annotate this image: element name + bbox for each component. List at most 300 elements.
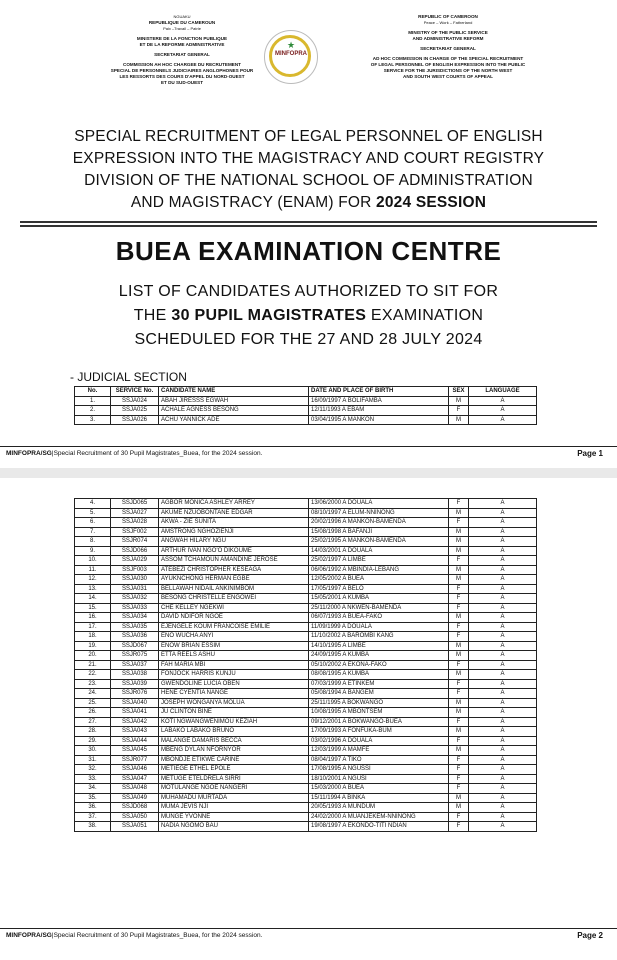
- cell-sex: M: [449, 565, 469, 575]
- header-left-motto-top: NGUAKU: [173, 14, 191, 19]
- cell-service-no: SSJA025: [111, 406, 159, 416]
- cell-no: 20.: [75, 651, 111, 661]
- cell-no: 1.: [75, 396, 111, 406]
- cell-sex: M: [449, 396, 469, 406]
- header-right-commission: SERVICE FOR THE JURISDICTIONS OF THE NORTH WEST: [383, 68, 513, 73]
- table-row: [75, 679, 537, 689]
- col-header-language: LANGUAGE: [469, 387, 537, 397]
- cell-birth: 15/08/1998 A BAFANJI: [309, 527, 449, 537]
- table-row: [75, 708, 537, 718]
- cell-sex: F: [449, 518, 469, 528]
- cell-name: EJENGELE KOUM FRANCOISE EMILIE: [159, 622, 309, 632]
- cell-birth: 14/10/1995 A LIMBE: [309, 641, 449, 651]
- candidates-table-page-1: [74, 386, 537, 425]
- cell-no: 17.: [75, 622, 111, 632]
- header-right-country: REPUBLIC OF CAMEROON: [418, 14, 478, 19]
- cell-no: 30.: [75, 746, 111, 756]
- col-header-name: CANDIDATE NAME: [159, 387, 309, 397]
- cell-name: METIEGE ETHEL EPOLE: [159, 765, 309, 775]
- table-row: [75, 508, 537, 518]
- table-row: [75, 641, 537, 651]
- page-footer: [0, 446, 617, 458]
- cell-name: BELLAWAH NIDAIL ANKINIMBOM: [159, 584, 309, 594]
- cell-sex: M: [449, 727, 469, 737]
- document-page-1: [0, 0, 617, 468]
- cell-name: JOSEPH WONGANYA MOLUA: [159, 698, 309, 708]
- cell-sex: M: [449, 746, 469, 756]
- cell-no: 37.: [75, 812, 111, 822]
- cell-service-no: SSJD066: [111, 546, 159, 556]
- cell-sex: M: [449, 651, 469, 661]
- cell-service-no: SSJA041: [111, 708, 159, 718]
- cell-no: 5.: [75, 508, 111, 518]
- cell-name: MALANGE DAMARIS BECCA: [159, 736, 309, 746]
- cell-birth: 20/05/1993 A MUNDUM: [309, 803, 449, 813]
- cell-language: A: [469, 641, 537, 651]
- table-row: [75, 415, 537, 425]
- cell-no: 11.: [75, 565, 111, 575]
- cell-language: A: [469, 803, 537, 813]
- cell-birth: 13/06/2000 A DOUALA: [309, 499, 449, 509]
- header-left-country: REPUBLIQUE DU CAMEROUN: [148, 20, 216, 25]
- cell-birth: 10/08/1995 A MBONTSEM: [309, 708, 449, 718]
- cell-name: ENO WUCHA ANYI: [159, 632, 309, 642]
- cell-no: 15.: [75, 603, 111, 613]
- cell-no: 25.: [75, 698, 111, 708]
- cell-service-no: SSJA051: [111, 822, 159, 832]
- cell-birth: 07/03/1999 A ETINKEM: [309, 679, 449, 689]
- cell-sex: M: [449, 508, 469, 518]
- cell-service-no: SSJA037: [111, 660, 159, 670]
- cell-name: ETTA REELS ASHU: [159, 651, 309, 661]
- cell-name: MOTULANGE NGOE NANGERI: [159, 784, 309, 794]
- cell-sex: F: [449, 679, 469, 689]
- cell-no: 29.: [75, 736, 111, 746]
- table-row: [75, 565, 537, 575]
- list-line: LIST OF CANDIDATES AUTHORIZED TO SIT FOR: [118, 283, 499, 300]
- cell-birth: 15/05/2001 A KUMBA: [309, 594, 449, 604]
- cell-name: MBENG DYLAN NFORNYOR: [159, 746, 309, 756]
- cell-birth: 25/11/1995 A BOKWANGO: [309, 698, 449, 708]
- table-row: [75, 603, 537, 613]
- table-row: [75, 755, 537, 765]
- table-row: [75, 632, 537, 642]
- list-line2-pre: THE: [133, 307, 172, 324]
- header-left-motto: Paix –Travail – Patrie: [163, 26, 201, 31]
- cell-no: 19.: [75, 641, 111, 651]
- cell-service-no: SSJA031: [111, 584, 159, 594]
- table-row: [75, 651, 537, 661]
- cell-sex: M: [449, 575, 469, 585]
- cell-language: A: [469, 556, 537, 566]
- cell-no: 26.: [75, 708, 111, 718]
- table-row: [75, 622, 537, 632]
- cell-service-no: SSJD065: [111, 499, 159, 509]
- cell-sex: M: [449, 546, 469, 556]
- cell-no: 23.: [75, 679, 111, 689]
- cell-birth: 11/10/2002 A BAROMBI KANG: [309, 632, 449, 642]
- cell-service-no: SSJA034: [111, 613, 159, 623]
- cell-service-no: SSJA024: [111, 396, 159, 406]
- cell-name: CHE KELLEY NGEKWI: [159, 603, 309, 613]
- cell-birth: 25/02/1995 A MANKON-BAMENDA: [309, 537, 449, 547]
- cell-no: 35.: [75, 793, 111, 803]
- cell-name: AKUME NZUOBONTANE EDGAR: [159, 508, 309, 518]
- cell-name: FAH MARIA MBI: [159, 660, 309, 670]
- table-header-row: [75, 387, 537, 397]
- table-row: [75, 518, 537, 528]
- cell-name: DAVID NDIFOR NGOE: [159, 613, 309, 623]
- page-number: Page 1: [577, 449, 603, 458]
- col-header-sex: SEX: [449, 387, 469, 397]
- cell-sex: F: [449, 603, 469, 613]
- table-row: [75, 396, 537, 406]
- cell-birth: 24/02/2000 A MUANJEKEM-NNINONG: [309, 812, 449, 822]
- cell-sex: F: [449, 717, 469, 727]
- header-right-commission: AND SOUTH WEST COURTS OF APPEAL: [403, 74, 493, 79]
- cell-service-no: SSJA033: [111, 603, 159, 613]
- cell-sex: M: [449, 537, 469, 547]
- cell-name: AKWA - ZIE SUNITA: [159, 518, 309, 528]
- footer-description: |Special Recruitment of 30 Pupil Magistrates_Buea, for the 2024 session.: [51, 450, 263, 457]
- cell-no: 10.: [75, 556, 111, 566]
- cell-service-no: SSJA047: [111, 774, 159, 784]
- page-number: Page 2: [577, 931, 603, 940]
- col-header-birth: DATE AND PLACE OF BIRTH: [309, 387, 449, 397]
- cell-language: A: [469, 812, 537, 822]
- cell-birth: 03/02/1996 A DOUALA: [309, 736, 449, 746]
- cell-birth: 09/12/2001 A BOKWANGO-BUEA: [309, 717, 449, 727]
- cell-name: ABAH JIRESSS EGWAH: [159, 396, 309, 406]
- header-right-ministry: MINISTRY OF THE PUBLIC SERVICE: [408, 30, 488, 35]
- cell-sex: F: [449, 755, 469, 765]
- cell-service-no: SSJA039: [111, 679, 159, 689]
- cell-sex: M: [449, 793, 469, 803]
- cell-service-no: SSJA030: [111, 575, 159, 585]
- footer-text: [6, 932, 262, 939]
- cell-language: A: [469, 499, 537, 509]
- cell-language: A: [469, 765, 537, 775]
- cell-name: METUGE ETELDRELA SIRRI: [159, 774, 309, 784]
- cell-language: A: [469, 396, 537, 406]
- title-line: [40, 192, 577, 214]
- cell-language: A: [469, 755, 537, 765]
- table-row: [75, 537, 537, 547]
- cell-language: A: [469, 727, 537, 737]
- table-row: [75, 689, 537, 699]
- cell-name: FONJOCK HARRIS KUNJU: [159, 670, 309, 680]
- cell-birth: 15/11/1994 A BINKA: [309, 793, 449, 803]
- cell-birth: 12/05/2002 A BUEA: [309, 575, 449, 585]
- cell-name: KOTI NGWANGWENIMOU KEZIAH: [159, 717, 309, 727]
- cell-name: ATEBEZI CHRISTOPHER KESEAGA: [159, 565, 309, 575]
- cell-service-no: SSJF002: [111, 527, 159, 537]
- header-right-ministry: AND ADMINISTRATIVE REFORM: [412, 36, 484, 41]
- cell-service-no: SSJA029: [111, 556, 159, 566]
- cell-sex: F: [449, 406, 469, 416]
- cell-name: ASSOM TCHAMOUN AMANDINE JEROSE: [159, 556, 309, 566]
- cell-no: 22.: [75, 670, 111, 680]
- cell-no: 32.: [75, 765, 111, 775]
- cell-birth: 08/04/1997 A TIKO: [309, 755, 449, 765]
- table-row: [75, 774, 537, 784]
- cell-no: 13.: [75, 584, 111, 594]
- cell-sex: M: [449, 698, 469, 708]
- cell-service-no: SSJA035: [111, 622, 159, 632]
- cell-birth: 18/10/2001 A NGUSI: [309, 774, 449, 784]
- header-right-secretariat: SECRETARIAT GENERAL: [420, 46, 476, 51]
- cell-service-no: SSJD068: [111, 803, 159, 813]
- cell-no: 3.: [75, 415, 111, 425]
- cell-language: A: [469, 708, 537, 718]
- cell-birth: 19/08/1997 A EKONDO-TITI NDIAN: [309, 822, 449, 832]
- cell-birth: 20/02/1996 A MANKON-BAMENDA: [309, 518, 449, 528]
- cell-name: MUMA JEVIS NJI: [159, 803, 309, 813]
- cell-language: A: [469, 565, 537, 575]
- footer-text: [6, 450, 262, 457]
- cell-sex: F: [449, 689, 469, 699]
- table-row: [75, 406, 537, 416]
- cell-no: 31.: [75, 755, 111, 765]
- cell-language: A: [469, 613, 537, 623]
- cell-birth: 17/09/1993 A FONFUKA-BUM: [309, 727, 449, 737]
- cell-birth: 17/05/1997 A BELO: [309, 584, 449, 594]
- cell-language: A: [469, 537, 537, 547]
- cell-sex: M: [449, 803, 469, 813]
- cell-service-no: SSJA028: [111, 518, 159, 528]
- cell-language: A: [469, 415, 537, 425]
- cell-name: NADIA NGOMO BAU: [159, 822, 309, 832]
- cell-sex: F: [449, 736, 469, 746]
- cell-language: A: [469, 774, 537, 784]
- cell-sex: F: [449, 584, 469, 594]
- cell-no: 28.: [75, 727, 111, 737]
- cell-name: ARTHUR IVAN NGO'O DIKOUME: [159, 546, 309, 556]
- cell-sex: F: [449, 765, 469, 775]
- cell-sex: F: [449, 556, 469, 566]
- cell-name: BESONG CHRISTELLE ENGOWEI: [159, 594, 309, 604]
- cell-sex: F: [449, 632, 469, 642]
- cell-no: 24.: [75, 689, 111, 699]
- header-left-secretariat: SECRETARIAT GENERAL: [154, 52, 210, 57]
- cell-service-no: SSJD067: [111, 641, 159, 651]
- cell-birth: 15/03/2000 A BUEA: [309, 784, 449, 794]
- cell-service-no: SSJA032: [111, 594, 159, 604]
- cell-language: A: [469, 784, 537, 794]
- cell-no: 12.: [75, 575, 111, 585]
- cell-no: 4.: [75, 499, 111, 509]
- cell-no: 7.: [75, 527, 111, 537]
- cell-service-no: SSJR076: [111, 689, 159, 699]
- cell-sex: M: [449, 641, 469, 651]
- table-row: [75, 556, 537, 566]
- cell-service-no: SSJR077: [111, 755, 159, 765]
- cell-sex: F: [449, 499, 469, 509]
- cell-no: 16.: [75, 613, 111, 623]
- title-line: SPECIAL RECRUITMENT OF LEGAL PERSONNEL OF ENGLISH: [74, 128, 543, 145]
- table-row: [75, 575, 537, 585]
- cell-service-no: SSJA043: [111, 727, 159, 737]
- cell-language: A: [469, 679, 537, 689]
- candidates-table-page-2: [74, 498, 537, 832]
- table-row: [75, 660, 537, 670]
- document-page-2: [0, 478, 617, 960]
- cell-sex: F: [449, 594, 469, 604]
- list-heading: [40, 280, 577, 352]
- table-row: [75, 499, 537, 509]
- table-row: [75, 613, 537, 623]
- cell-language: A: [469, 406, 537, 416]
- cell-sex: F: [449, 774, 469, 784]
- cell-name: HENE CYENTIA NANGE: [159, 689, 309, 699]
- cell-language: A: [469, 594, 537, 604]
- cell-sex: F: [449, 784, 469, 794]
- cell-sex: M: [449, 613, 469, 623]
- cell-birth: 11/09/1999 A DOUALA: [309, 622, 449, 632]
- cell-service-no: SSJA044: [111, 736, 159, 746]
- header-right-commission: AD HOC COMMISSION IN CHARGE OF THE SPECIAL RECRUITMENT: [372, 56, 524, 61]
- cell-birth: 25/11/2000 A NKWEN-BAMENDA: [309, 603, 449, 613]
- cell-birth: 25/02/1997 A LIMBE: [309, 556, 449, 566]
- cell-no: 6.: [75, 518, 111, 528]
- cell-birth: 14/03/2001 A DOUALA: [309, 546, 449, 556]
- cell-name: GWENDOLINE LUCIA OBEN: [159, 679, 309, 689]
- cell-birth: 17/08/1995 A NGUSSI: [309, 765, 449, 775]
- cell-language: A: [469, 670, 537, 680]
- cell-language: A: [469, 717, 537, 727]
- header-left-commission: ET DU SUD-OUEST: [160, 80, 204, 85]
- table-row: [75, 793, 537, 803]
- cell-no: 34.: [75, 784, 111, 794]
- document-title: [40, 126, 577, 214]
- cell-birth: 12/03/1999 A MAMFE: [309, 746, 449, 756]
- cell-name: MUHAMADU MURTADA: [159, 793, 309, 803]
- header-right-english: [338, 14, 558, 80]
- cell-no: 8.: [75, 537, 111, 547]
- cell-no: 27.: [75, 717, 111, 727]
- cell-service-no: SSJA038: [111, 670, 159, 680]
- table-row: [75, 594, 537, 604]
- cell-name: ACHU YANNICK ADE: [159, 415, 309, 425]
- cell-no: 2.: [75, 406, 111, 416]
- table-row: [75, 736, 537, 746]
- footer-org: MINFOPRA/SG: [6, 932, 52, 939]
- cell-birth: 08/08/1995 A KUMBA: [309, 670, 449, 680]
- cell-language: A: [469, 518, 537, 528]
- table-row: [75, 765, 537, 775]
- table-row: [75, 527, 537, 537]
- cell-language: A: [469, 822, 537, 832]
- header-left-commission: COMMISSION AH HOC CHARGEE DU RECRUTEMENT: [123, 62, 241, 67]
- cell-language: A: [469, 746, 537, 756]
- table-row: [75, 812, 537, 822]
- cell-no: 38.: [75, 822, 111, 832]
- table-row: [75, 803, 537, 813]
- cell-birth: 06/07/1993 A BUEA-FAKO: [309, 613, 449, 623]
- footer-description: |Special Recruitment of 30 Pupil Magistrates_Buea, for the 2024 session.: [51, 932, 263, 939]
- cell-name: JU CLINTON BINE: [159, 708, 309, 718]
- title-line: EXPRESSION INTO THE MAGISTRACY AND COURT REGISTRY: [72, 150, 545, 167]
- cell-sex: M: [449, 708, 469, 718]
- cell-sex: M: [449, 670, 469, 680]
- page-footer: [0, 928, 617, 940]
- cell-no: 18.: [75, 632, 111, 642]
- title-session: 2024 SESSION: [376, 194, 487, 211]
- table-row: [75, 717, 537, 727]
- cell-sex: F: [449, 822, 469, 832]
- table-row: [75, 784, 537, 794]
- cell-birth: 06/06/1992 A MBINDIA-LEBANG: [309, 565, 449, 575]
- cell-no: 21.: [75, 660, 111, 670]
- header-left-commission: SPECIAL DE PERSONNELS JUDICIAIRES ANGLOPHONES POUR: [110, 68, 254, 73]
- cell-birth: 08/10/1997 A ELUM-NNINONG: [309, 508, 449, 518]
- col-header-no: No.: [75, 387, 111, 397]
- cell-name: AGBOR MONICA ASHLEY ARREY: [159, 499, 309, 509]
- cell-service-no: SSJA027: [111, 508, 159, 518]
- cell-service-no: SSJA048: [111, 784, 159, 794]
- cell-no: 36.: [75, 803, 111, 813]
- cell-name: ACHALE AGNESS BESONG: [159, 406, 309, 416]
- section-heading: - JUDICIAL SECTION: [70, 370, 187, 384]
- cell-language: A: [469, 632, 537, 642]
- cell-no: 33.: [75, 774, 111, 784]
- cell-name: MBONDJE ETIKWE CARINE: [159, 755, 309, 765]
- cell-name: ANGWAH HILARY NGU: [159, 537, 309, 547]
- footer-org: MINFOPRA/SG: [6, 450, 52, 457]
- col-header-service-no: SERVICE No.: [111, 387, 159, 397]
- cell-sex: M: [449, 415, 469, 425]
- list-line: [40, 304, 577, 328]
- cell-language: A: [469, 546, 537, 556]
- table-row: [75, 670, 537, 680]
- cell-language: A: [469, 698, 537, 708]
- cell-birth: 16/09/1997 A BOLIFAMBA: [309, 396, 449, 406]
- cell-no: 9.: [75, 546, 111, 556]
- cell-service-no: SSJA045: [111, 746, 159, 756]
- cell-service-no: SSJA046: [111, 765, 159, 775]
- cell-service-no: SSJR075: [111, 651, 159, 661]
- cell-name: LABAKO LABAKO BRUNO: [159, 727, 309, 737]
- cell-service-no: SSJA040: [111, 698, 159, 708]
- table-row: [75, 546, 537, 556]
- cell-birth: 05/10/2002 A EKONA-FAKO: [309, 660, 449, 670]
- header-left-commission: LES RESSORTS DES COURS D'APPEL DU NORD-OUEST: [119, 74, 245, 79]
- cell-language: A: [469, 660, 537, 670]
- header-left-ministry: MINISTERE DE LA FONCTION PUBLIQUE: [136, 36, 228, 41]
- cell-language: A: [469, 651, 537, 661]
- cell-language: A: [469, 622, 537, 632]
- title-line4-text: AND MAGISTRACY (ENAM) FOR: [130, 194, 377, 211]
- list-line: SCHEDULED FOR THE 27 AND 28 JULY 2024: [134, 331, 483, 348]
- cell-sex: F: [449, 660, 469, 670]
- cell-no: 14.: [75, 594, 111, 604]
- divider: [20, 221, 597, 223]
- table-row: [75, 727, 537, 737]
- header-right-motto: Peace – Work – Fatherland: [423, 20, 473, 25]
- cell-sex: F: [449, 622, 469, 632]
- cell-service-no: SSJF003: [111, 565, 159, 575]
- cell-birth: 12/11/1993 A EBAM: [309, 406, 449, 416]
- cell-service-no: SSJA042: [111, 717, 159, 727]
- table-row: [75, 746, 537, 756]
- cell-sex: M: [449, 527, 469, 537]
- cell-birth: 05/08/1994 A BANGEM: [309, 689, 449, 699]
- cell-language: A: [469, 527, 537, 537]
- table-row: [75, 584, 537, 594]
- cell-birth: 03/04/1995 A MANKON: [309, 415, 449, 425]
- cell-language: A: [469, 575, 537, 585]
- minfopra-logo-icon: ★ MINFOPRA: [264, 30, 318, 84]
